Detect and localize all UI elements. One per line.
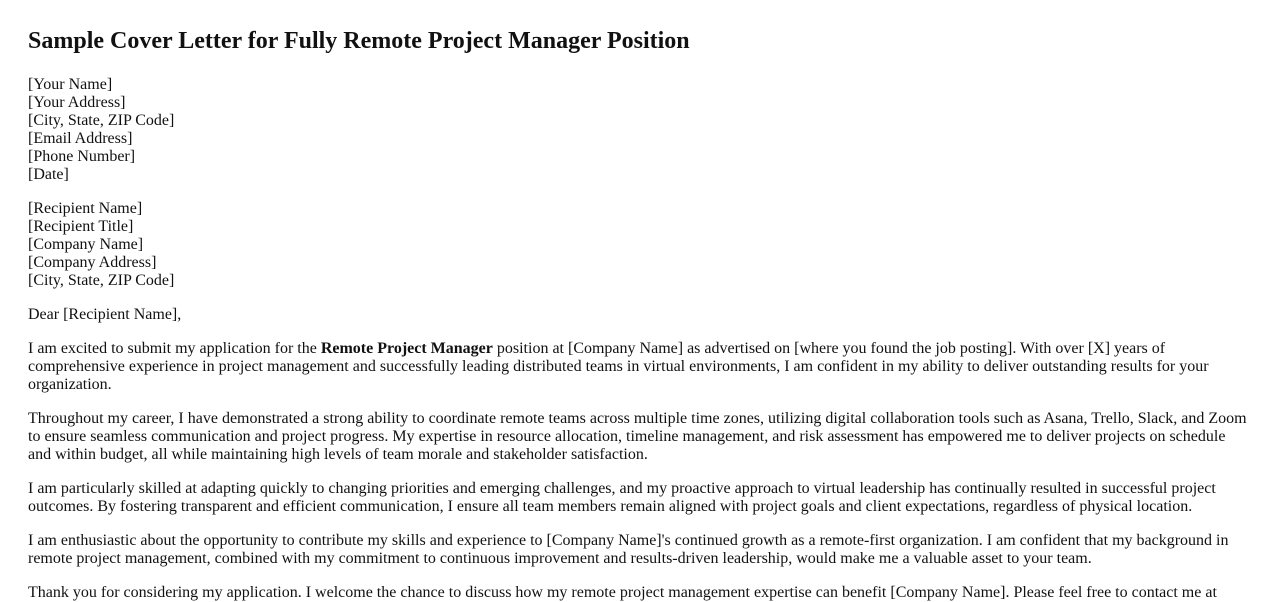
- body-paragraph-1: [28, 340, 1250, 394]
- body-paragraph-3: I am particularly skilled at adapting quickly to changing priorities and emerging challenges, and my proactive approach to virtual leadership has continually resulted in successful project outcomes. By fostering transparent and efficient communication, I ensure all team members remain aligned with project goals and client expectations, regardless of physical location.: [28, 480, 1216, 515]
- sender-name: [Your Name]: [28, 76, 113, 93]
- page-title: Sample Cover Letter for Fully Remote Project Manager Position: [28, 28, 690, 54]
- recipient-city-state-zip: [City, State, ZIP Code]: [28, 272, 175, 289]
- paragraph-1-rest: position at [Company Name] as advertised on [where you found the job posting]. With over [X] years of comprehensive experience in project management and successfully leading distributed teams in virtual environments, I am confident in my ability to deliver outstanding results for your organization.: [28, 340, 1209, 393]
- position-title: Remote Project Manager: [320, 340, 493, 357]
- recipient-company-address: [Company Address]: [28, 254, 157, 271]
- recipient-title: [Recipient Title]: [28, 218, 134, 235]
- body-paragraph-2: Throughout my career, I have demonstrated a strong ability to coordinate remote teams across multiple time zones, utilizing digital collaboration tools such as Asana, Trello, Slack, and Zoom to ensure seamless communication and project progress. My expertise in resource allocation, timeline management, and risk assessment has empowered me to deliver projects on schedule and within budget, all while maintaining high levels of team morale and stakeholder satisfaction.: [28, 410, 1247, 463]
- letter-date: [Date]: [28, 166, 69, 183]
- recipient-name: [Recipient Name]: [28, 200, 143, 217]
- sender-phone: [Phone Number]: [28, 148, 136, 165]
- salutation: Dear [Recipient Name],: [28, 306, 182, 323]
- sender-city-state-zip: [City, State, ZIP Code]: [28, 112, 175, 129]
- sender-address-block: [28, 76, 1250, 184]
- recipient-company: [Company Name]: [28, 236, 144, 253]
- sender-email: [Email Address]: [28, 130, 133, 147]
- body-paragraph-5: Thank you for considering my application. I welcome the chance to discuss how my remote project management expertise can benefit [Company Name]. Please feel free to contact me at: [28, 584, 1217, 601]
- paragraph-1-intro: I am excited to submit my application for the: [28, 340, 321, 357]
- body-paragraph-4: I am enthusiastic about the opportunity to contribute my skills and experience to [Company Name]'s continued growth as a remote-first organization. I am confident that my background in remote project management, combined with my commitment to continuous improvement and results-driven leadership, would make me a valuable asset to your team.: [28, 532, 1229, 567]
- sender-address: [Your Address]: [28, 94, 126, 111]
- recipient-address-block: [28, 200, 1250, 290]
